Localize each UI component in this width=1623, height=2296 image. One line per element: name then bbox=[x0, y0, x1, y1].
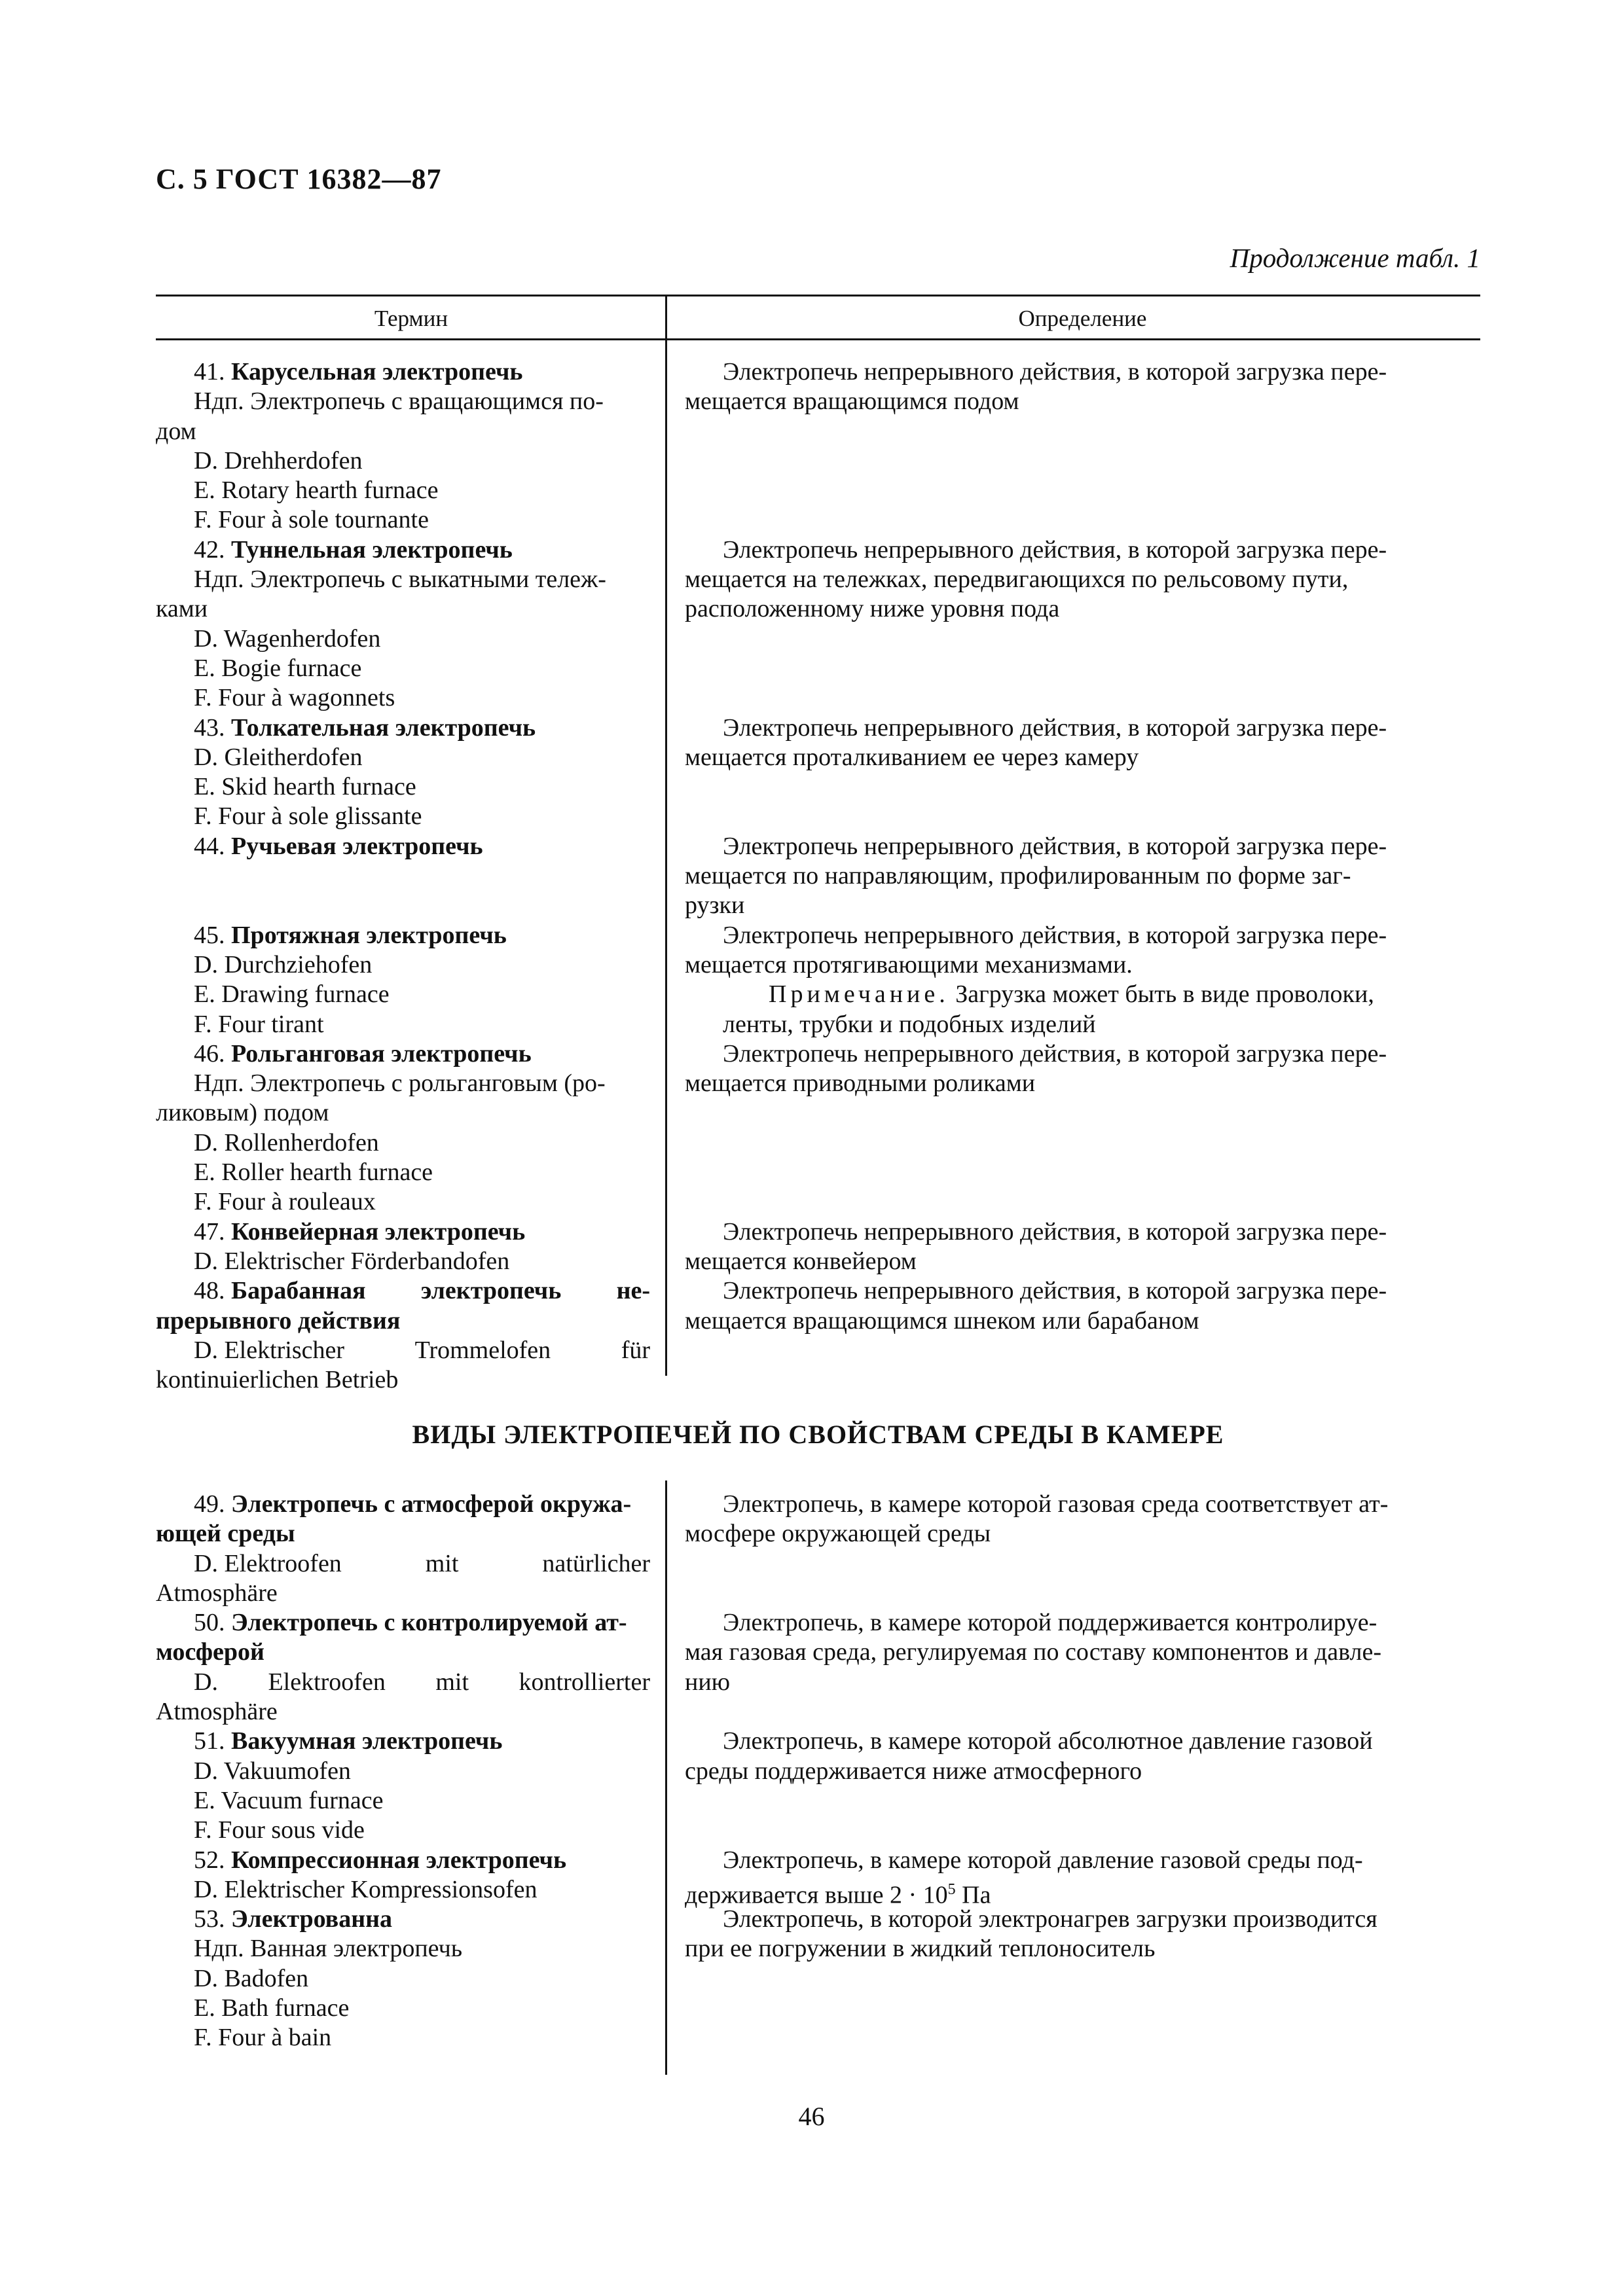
term-43-en: E. Skid hearth furnace bbox=[194, 773, 416, 801]
def-43: Электропечь непрерывного действия, в которой загрузка пере- bbox=[723, 713, 1387, 742]
term-53-en: E. Bath furnace bbox=[194, 1994, 350, 2022]
term-45-en: E. Drawing furnace bbox=[194, 980, 390, 1009]
term-42-ndp: Ндп. Электропечь с выкатными тележ- bbox=[194, 565, 606, 594]
term-48-de: D. Elektrischer Trommelofen für bbox=[194, 1336, 650, 1364]
term-51-fr: F. Four sous vide bbox=[194, 1816, 365, 1844]
term-43-de: D. Gleitherdofen bbox=[194, 743, 363, 771]
term-46-ndp: Ндп. Электропечь с рольганговым (ро- bbox=[194, 1069, 606, 1098]
term-43-fr: F. Four à sole glissante bbox=[194, 802, 422, 831]
def-44-cont: мещается по направляющим, профилированным по форме заг- bbox=[685, 862, 1351, 890]
column-header-term: Термин bbox=[374, 306, 448, 331]
term-45-fr: F. Four tirant bbox=[194, 1010, 324, 1038]
def-45-cont: мещается протягивающими механизмами. bbox=[685, 950, 1133, 978]
term-50-cont: мосферой bbox=[156, 1638, 264, 1666]
def-50-cont2: нию bbox=[685, 1668, 731, 1696]
term-44: 44. Ручьевая электропечь bbox=[194, 832, 483, 860]
table-header bbox=[156, 295, 1480, 340]
definition-column-2 bbox=[685, 1490, 1480, 1964]
term-43: 43. Толкательная электропечь bbox=[194, 713, 536, 742]
term-48-cont: прерывного действия bbox=[156, 1306, 401, 1335]
def-48-cont: мещается вращающимся шнеком или барабаном bbox=[685, 1306, 1199, 1335]
page-number: 46 bbox=[798, 2102, 825, 2131]
section-title: ВИДЫ ЭЛЕКТРОПЕЧЕЙ ПО СВОЙСТВАМ СРЕДЫ В КАМЕРЕ bbox=[412, 1420, 1224, 1449]
term-45-de: D. Durchziehofen bbox=[194, 950, 373, 978]
term-51-de: D. Vakuumofen bbox=[194, 1757, 351, 1785]
term-42-fr: F. Four à wagonnets bbox=[194, 684, 395, 712]
def-47-cont: мещается конвейером bbox=[685, 1247, 917, 1275]
term-53: 53. Электрованна bbox=[194, 1905, 392, 1933]
term-49-de: D. Elektroofen mit natürlicher bbox=[194, 1549, 650, 1577]
def-42-cont: мещается на тележках, передвигающихся по рельсовому пути, bbox=[685, 565, 1349, 594]
table-continuation-label: Продолжение табл. 1 bbox=[1230, 243, 1480, 273]
term-49-de-cont: Atmosphäre bbox=[156, 1579, 278, 1607]
def-44: Электропечь непрерывного действия, в которой загрузка пере- bbox=[723, 832, 1387, 860]
term-46-en: E. Roller hearth furnace bbox=[194, 1158, 433, 1187]
column-header-definition: Определение bbox=[1018, 306, 1147, 331]
def-51: Электропечь, в камере которой абсолютное давление газовой bbox=[723, 1727, 1373, 1755]
term-45: 45. Протяжная электропечь bbox=[194, 921, 507, 949]
term-41-ndp-cont: дом bbox=[156, 417, 196, 445]
term-column-2 bbox=[156, 1490, 650, 2053]
term-41-de: D. Drehherdofen bbox=[194, 446, 363, 475]
term-53-fr: F. Four à bain bbox=[194, 2024, 332, 2052]
term-47: 47. Конвейерная электропечь bbox=[194, 1217, 526, 1246]
term-42-ndp-cont: ками bbox=[156, 595, 208, 623]
def-49: Электропечь, в камере которой газовая среда соответствует ат- bbox=[723, 1490, 1389, 1518]
def-50-cont: мая газовая среда, регулируемая по составу компонентов и давле- bbox=[685, 1638, 1381, 1666]
def-41: Электропечь непрерывного действия, в которой загрузка пере- bbox=[723, 358, 1387, 386]
term-41: 41. Карусельная электропечь bbox=[194, 358, 523, 386]
term-41-fr: F. Four à sole tournante bbox=[194, 506, 429, 534]
term-53-ndp: Ндп. Ванная электропечь bbox=[194, 1935, 463, 1963]
term-column bbox=[156, 357, 650, 1395]
term-49-cont: ющей среды bbox=[156, 1520, 295, 1548]
definition-column bbox=[685, 357, 1480, 1336]
def-52: Электропечь, в камере которой давление газовой среды под- bbox=[723, 1846, 1363, 1874]
def-45-note: Примечание. Загрузка может быть в виде проволоки, bbox=[769, 980, 1374, 1009]
term-42-de: D. Wagenherdofen bbox=[194, 624, 381, 653]
term-42-en: E. Bogie furnace bbox=[194, 654, 362, 682]
def-46-cont: мещается приводными роликами bbox=[685, 1069, 1036, 1098]
term-50-de-cont: Atmosphäre bbox=[156, 1698, 278, 1726]
def-49-cont: мосфере окружающей среды bbox=[685, 1520, 991, 1548]
column-divider-top bbox=[665, 295, 667, 1376]
def-50: Электропечь, в камере которой поддерживается контролируе- bbox=[723, 1609, 1377, 1637]
term-41-ndp: Ндп. Электропечь с вращающимся по- bbox=[194, 387, 604, 416]
def-53: Электропечь, в которой электронагрев загрузки производится bbox=[723, 1905, 1377, 1933]
def-52-cont: держивается выше $2 \cdot 10^5$ Па bbox=[685, 1880, 991, 1909]
def-43-cont: мещается проталкиванием ее через камеру bbox=[685, 743, 1139, 771]
term-51: 51. Вакуумная электропечь bbox=[194, 1727, 503, 1755]
def-42: Электропечь непрерывного действия, в которой загрузка пере- bbox=[723, 535, 1387, 564]
term-49: 49. Электропечь с атмосферой окружа- bbox=[194, 1490, 632, 1518]
column-divider-bottom bbox=[665, 1480, 667, 2075]
def-41-cont: мещается вращающимся подом bbox=[685, 387, 1019, 416]
term-52-de: D. Elektrischer Kompressionsofen bbox=[194, 1875, 538, 1903]
term-53-de: D. Badofen bbox=[194, 1964, 309, 1992]
term-46-de: D. Rollenherdofen bbox=[194, 1128, 379, 1157]
term-48: 48. Барабанная электропечь не- bbox=[194, 1277, 650, 1305]
def-44-cont2: рузки bbox=[685, 891, 745, 920]
term-52: 52. Компрессионная электропечь bbox=[194, 1846, 567, 1874]
def-51-cont: среды поддерживается ниже атмосферного bbox=[685, 1757, 1142, 1785]
term-46-fr: F. Four à rouleaux bbox=[194, 1188, 376, 1216]
def-48: Электропечь непрерывного действия, в которой загрузка пере- bbox=[723, 1277, 1387, 1305]
def-47: Электропечь непрерывного действия, в которой загрузка пере- bbox=[723, 1217, 1387, 1246]
term-47-de: D. Elektrischer Förderbandofen bbox=[194, 1247, 510, 1275]
term-51-en: E. Vacuum furnace bbox=[194, 1786, 384, 1814]
def-53-cont: при ее погружении в жидкий теплоноситель bbox=[685, 1935, 1156, 1963]
term-41-en: E. Rotary hearth furnace bbox=[194, 476, 439, 505]
term-50-de: D. Elektroofen mit kontrollierter bbox=[194, 1668, 650, 1696]
def-46: Электропечь непрерывного действия, в которой загрузка пере- bbox=[723, 1039, 1387, 1067]
page-header: С. 5 ГОСТ 16382—87 bbox=[156, 163, 442, 195]
def-45-note-cont: ленты, трубки и подобных изделий bbox=[723, 1010, 1096, 1038]
term-46: 46. Рольганговая электропечь bbox=[194, 1039, 532, 1067]
term-48-de-cont: kontinuierlichen Betrieb bbox=[156, 1366, 399, 1394]
def-42-cont2: расположенному ниже уровня пода bbox=[685, 595, 1060, 623]
term-42: 42. Туннельная электропечь bbox=[194, 535, 513, 564]
def-45: Электропечь непрерывного действия, в которой загрузка пере- bbox=[723, 921, 1387, 949]
term-50: 50. Электропечь с контролируемой ат- bbox=[194, 1609, 627, 1637]
term-46-ndp-cont: ликовым) подом bbox=[156, 1099, 329, 1127]
